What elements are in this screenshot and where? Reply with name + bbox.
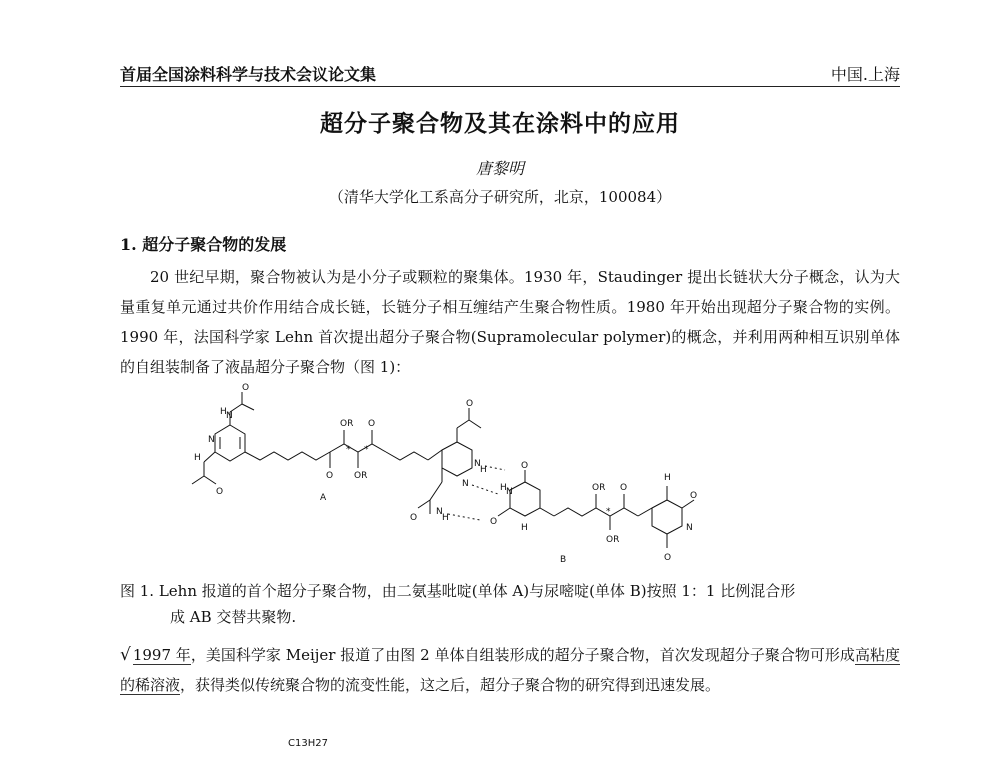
- label-o: O: [466, 399, 474, 409]
- paragraph-history: 20 世纪早期，聚合物被认为是小分子或颗粒的聚集体。1930 年，Staudinger 提出长链状大分子概念，认为大量重复单元通过共价作用结合成长链，长链分子相互缠结产生聚合物性质。1980 年开始出现超分子聚合物的实例。1990 年，法国科学家 Lehn 首次提出超分子聚合物(Supramolecular polymer)的概念，并利用两种相互识别单体的自组装制备了液晶超分子聚合物（图 1)：: [120, 268, 900, 376]
- conference-location: 中国.上海: [830, 65, 900, 84]
- paragraph-meijer-part1: ，美国科学家 Meijer 报道了由图 2 单体自组装形成的超分子聚合物，首次发现超分子聚合物可形成: [190, 646, 855, 664]
- label-n: N: [506, 487, 513, 497]
- caption-line-1: 图 1. Lehn 报道的首个超分子聚合物，由二氨基吡啶(单体 A)与尿嘧啶(单体 B)按照 1：1 比例混合形: [120, 582, 796, 600]
- label-h: H: [664, 473, 671, 483]
- label-or: OR: [340, 419, 354, 429]
- label-o: O: [326, 471, 334, 481]
- proceedings-title: 首届全国涂料科学与技术会议论文集: [120, 65, 377, 84]
- label-h: H: [521, 523, 528, 533]
- label-n: N: [474, 459, 481, 469]
- monomer-a-structure: [192, 392, 428, 484]
- label-o: O: [216, 487, 224, 497]
- label-h: H: [442, 513, 449, 523]
- label-or: OR: [592, 483, 606, 493]
- figure-1-caption: [120, 578, 900, 630]
- label-monomer-b: B: [560, 555, 567, 565]
- label-o: O: [242, 383, 250, 393]
- label-h: H: [194, 453, 201, 463]
- label-or: OR: [354, 471, 368, 481]
- label-o: O: [368, 419, 376, 429]
- label-n: N: [462, 479, 469, 489]
- underlined-phrase: 高粘度的稀溶液: [120, 646, 900, 694]
- caption-line-2: 成 AB 交替共聚物.: [170, 608, 297, 626]
- running-header: [120, 60, 900, 87]
- monomer-a-pyridine-2: [418, 408, 505, 520]
- label-h: H: [500, 483, 507, 493]
- underlined-year: 1997 年: [132, 646, 191, 664]
- label-n: N: [686, 523, 693, 533]
- author-name: 唐黎明: [475, 159, 524, 178]
- label-h: H: [220, 407, 227, 417]
- label-n: N: [226, 411, 233, 421]
- label-monomer-a: A: [320, 493, 327, 503]
- label-o: O: [690, 491, 698, 501]
- label-stereo: *: [364, 445, 369, 455]
- checkmark-annotation: √: [120, 645, 131, 665]
- label-o: O: [521, 461, 529, 471]
- figure-2-formula-fragment: C13H27: [288, 738, 328, 749]
- author-affiliation: （清华大学化工系高分子研究所，北京，100084）: [328, 188, 672, 206]
- label-h: H: [480, 465, 487, 475]
- label-or: OR: [606, 535, 620, 545]
- label-o: O: [490, 517, 498, 527]
- label-o: O: [410, 513, 418, 523]
- label-stereo: *: [346, 445, 351, 455]
- label-o: O: [620, 483, 628, 493]
- paragraph-meijer-part2: ，获得类似传统聚合物的流变性能，这之后，超分子聚合物的研究得到迅速发展。: [180, 676, 721, 694]
- label-stereo: *: [606, 507, 611, 517]
- section-heading: 1. 超分子聚合物的发展: [120, 235, 287, 254]
- label-o: O: [664, 553, 672, 563]
- label-n: N: [436, 507, 443, 517]
- label-n: N: [208, 435, 215, 445]
- paper-title: 超分子聚合物及其在涂料中的应用: [320, 110, 680, 137]
- figure-1-structure: [180, 383, 720, 570]
- paragraph-meijer: [120, 640, 900, 700]
